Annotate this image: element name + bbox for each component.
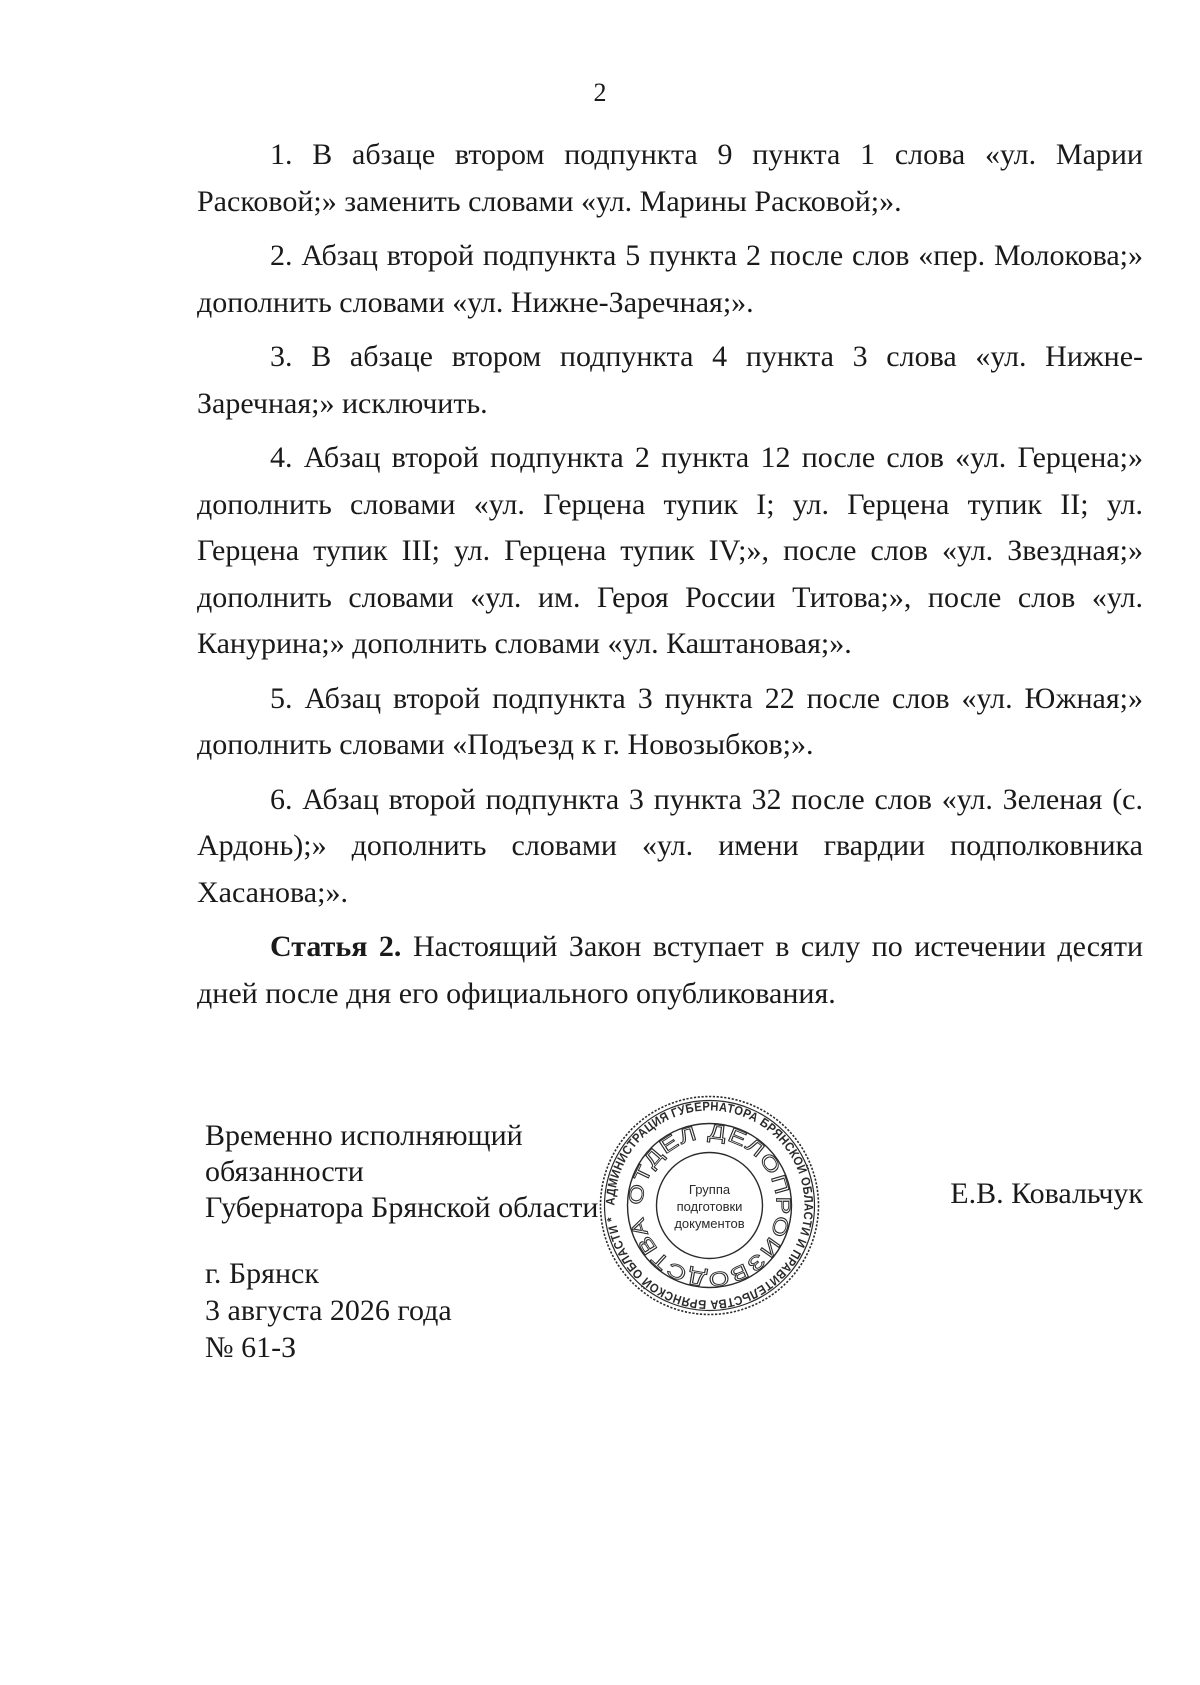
position-line-1: Временно исполняющий обязанности	[205, 1119, 523, 1188]
seal-outer-text: АДМИНИСТРАЦИЯ ГУБЕРНАТОРА БРЯНСКОЙ ОБЛАСТИ И ПРАВИТЕЛЬСТВА БРЯНСКОЙ ОБЛАСТИ *	[603, 1099, 816, 1312]
document-body	[197, 132, 1143, 1025]
paragraph-text: 6. Абзац второй подпункта 3 пункта 32 после слов «ул. Зеленая (с. Ардонь);» дополнить словами «ул. имени гвардии подполковника Хасанова;».	[197, 782, 1143, 909]
amendment-paragraph-5	[197, 676, 1143, 769]
paragraph-text: Настоящий Закон вступает в силу по истечении десяти дней после дня его официального опубликования.	[197, 930, 1143, 1010]
seal-middle-text: ОТДЕЛ ДЕЛОПРОИЗВОДСТВА	[624, 1120, 794, 1290]
place-city: г. Брянск	[205, 1257, 319, 1290]
position-line-2: Губернатора Брянской области	[205, 1191, 599, 1224]
paragraph-text: 2. Абзац второй подпункта 5 пункта 2 после слов «пер. Молокова;» дополнить словами «ул. Нижне-Заречная;».	[197, 239, 1143, 319]
amendment-paragraph-1	[197, 132, 1143, 225]
seal-center-line-1: Группа	[688, 1182, 731, 1197]
seal-center-line-3: документов	[674, 1216, 745, 1231]
signatory-name: Е.В. Ковальчук	[950, 1177, 1143, 1210]
signatory-position	[205, 1118, 685, 1226]
article-2-paragraph	[197, 924, 1143, 1017]
place-date-number	[205, 1255, 605, 1366]
law-date: 3 августа 2026 года	[205, 1294, 452, 1327]
law-number: № 61-З	[205, 1331, 297, 1364]
amendment-paragraph-2	[197, 233, 1143, 326]
paragraph-text: 5. Абзац второй подпункта 3 пункта 22 после слов «ул. Южная;» дополнить словами «Подъезд к г. Новозыбков;».	[197, 681, 1143, 761]
paragraph-text: 1. В абзаце втором подпункта 9 пункта 1 слова «ул. Марии Расковой;» заменить словами «ул. Марины Расковой;».	[197, 138, 1143, 218]
paragraph-text: 3. В абзаце втором подпункта 4 пункта 3 слова «ул. Нижне-Заречная;» исключить.	[197, 340, 1143, 420]
article-label: Статья 2.	[270, 930, 402, 963]
amendment-paragraph-6	[197, 777, 1143, 917]
page-number: 2	[593, 78, 607, 107]
seal-center-line-2: подготовки	[676, 1199, 743, 1214]
amendment-paragraph-4	[197, 435, 1143, 668]
amendment-paragraph-3	[197, 334, 1143, 427]
paragraph-text: 4. Абзац второй подпункта 2 пункта 12 после слов «ул. Герцена;» дополнить словами «ул. Герцена тупик I; ул. Герцена тупик II; ул. Герцена тупик III; ул. Герцена тупик IV;», после слов «ул. Звездная;» дополнить словами «ул. им. Героя России Титова;», после слов «ул. Канурина;» дополнить словами «ул. Каштановая;».	[197, 441, 1143, 660]
